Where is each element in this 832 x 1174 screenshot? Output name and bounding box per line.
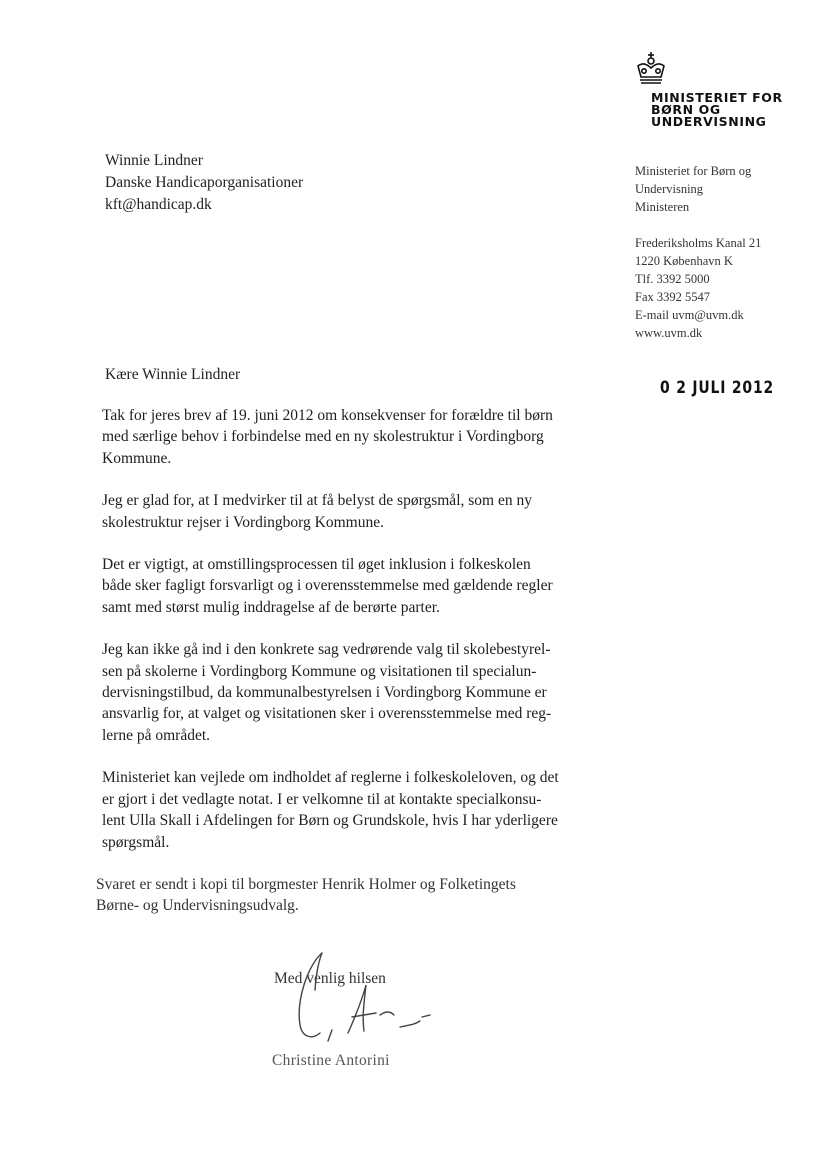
logo-line-3: UNDERVISNING	[651, 114, 767, 129]
text-line: Det er vigtigt, at omstillingsprocessen til øget inklusion i folkeskolen	[102, 556, 531, 574]
text-line: med særlige behov i forbindelse med en ny skolestruktur i Vordingborg	[102, 428, 544, 446]
recipient-block	[105, 150, 303, 216]
recipient-name: Winnie Lindner	[105, 152, 203, 169]
text-line: sen på skolerne i Vordingborg Kommune og visitationen til specialun-	[102, 662, 537, 680]
salutation: Kære Winnie Lindner	[105, 366, 241, 383]
ministry-logo-text	[651, 92, 811, 128]
text-line: skolestruktur rejser i Vordingborg Kommune.	[102, 513, 384, 531]
sender-address: Frederiksholms Kanal 21	[635, 236, 762, 250]
text-line: Svaret er sendt i kopi til borgmester Henrik Holmer og Folketingets	[96, 875, 516, 893]
text-line: Kommune.	[102, 449, 172, 467]
date-stamp: 0 2 JULI 2012	[660, 378, 774, 398]
text-line: samt med størst mulig inddragelse af de berørte parter.	[102, 598, 440, 616]
recipient-organization: Danske Handicaporganisationer	[105, 174, 304, 191]
paragraph	[102, 490, 602, 533]
handwritten-signature	[290, 945, 440, 1055]
text-line: dervisningstilbud, da kommunalbestyrelsen i Vordingborg Kommune er	[102, 684, 547, 702]
text-line: Børne- og Undervisningsudvalg.	[96, 897, 299, 915]
closing-phrase: Med venlig hilsen	[274, 970, 386, 987]
paragraph	[102, 405, 602, 469]
text-line: både sker fagligt forsvarligt og i overensstemmelse med gældende regler	[102, 577, 553, 595]
text-line: Ministeriet kan vejlede om indholdet af reglerne i folkeskoleloven, og det	[102, 769, 559, 787]
logo-line-1: MINISTERIET FOR	[651, 90, 783, 105]
sender-info	[635, 162, 761, 342]
sender-website: www.uvm.dk	[635, 326, 703, 340]
text-line: spørgsmål.	[102, 833, 170, 851]
sender-line: Undervisning	[635, 182, 704, 196]
text-line: Tak for jeres brev af 19. juni 2012 om konsekvenser for forældre til børn	[102, 407, 553, 424]
text-line: Jeg er glad for, at I medvirker til at få belyst de spørgsmål, som en ny	[102, 492, 532, 510]
sender-fax: Fax 3392 5547	[635, 290, 710, 304]
paragraph	[102, 639, 602, 746]
text-line: ansvarlig for, at valget og visitationen sker i overensstemmelse med reg-	[102, 705, 552, 723]
recipient-email: kft@handicap.dk	[105, 196, 212, 213]
sender-line: Ministeren	[635, 200, 690, 214]
text-line: er gjort i det vedlagte notat. I er velkomne til at kontakte specialkonsu-	[102, 790, 542, 808]
text-line: lerne på området.	[102, 726, 211, 744]
text-line: lent Ulla Skall i Afdelingen for Børn og Grundskole, hvis I har yderligere	[102, 812, 558, 830]
sender-postcode: 1220 København K	[635, 254, 733, 268]
signer-name: Christine Antorini	[272, 1052, 390, 1069]
sender-email: E-mail uvm@uvm.dk	[635, 308, 744, 322]
paragraph	[102, 767, 602, 853]
text-line: Jeg kan ikke gå ind i den konkrete sag vedrørende valg til skolebestyrel-	[102, 641, 551, 659]
paragraph	[102, 554, 602, 618]
copy-notice	[96, 874, 602, 917]
sender-phone: Tlf. 3392 5000	[635, 272, 710, 286]
sender-line: Ministeriet for Børn og	[635, 164, 752, 178]
letter-body	[96, 405, 602, 938]
crown-icon	[633, 50, 669, 86]
logo-line-2: BØRN OG	[651, 102, 721, 117]
